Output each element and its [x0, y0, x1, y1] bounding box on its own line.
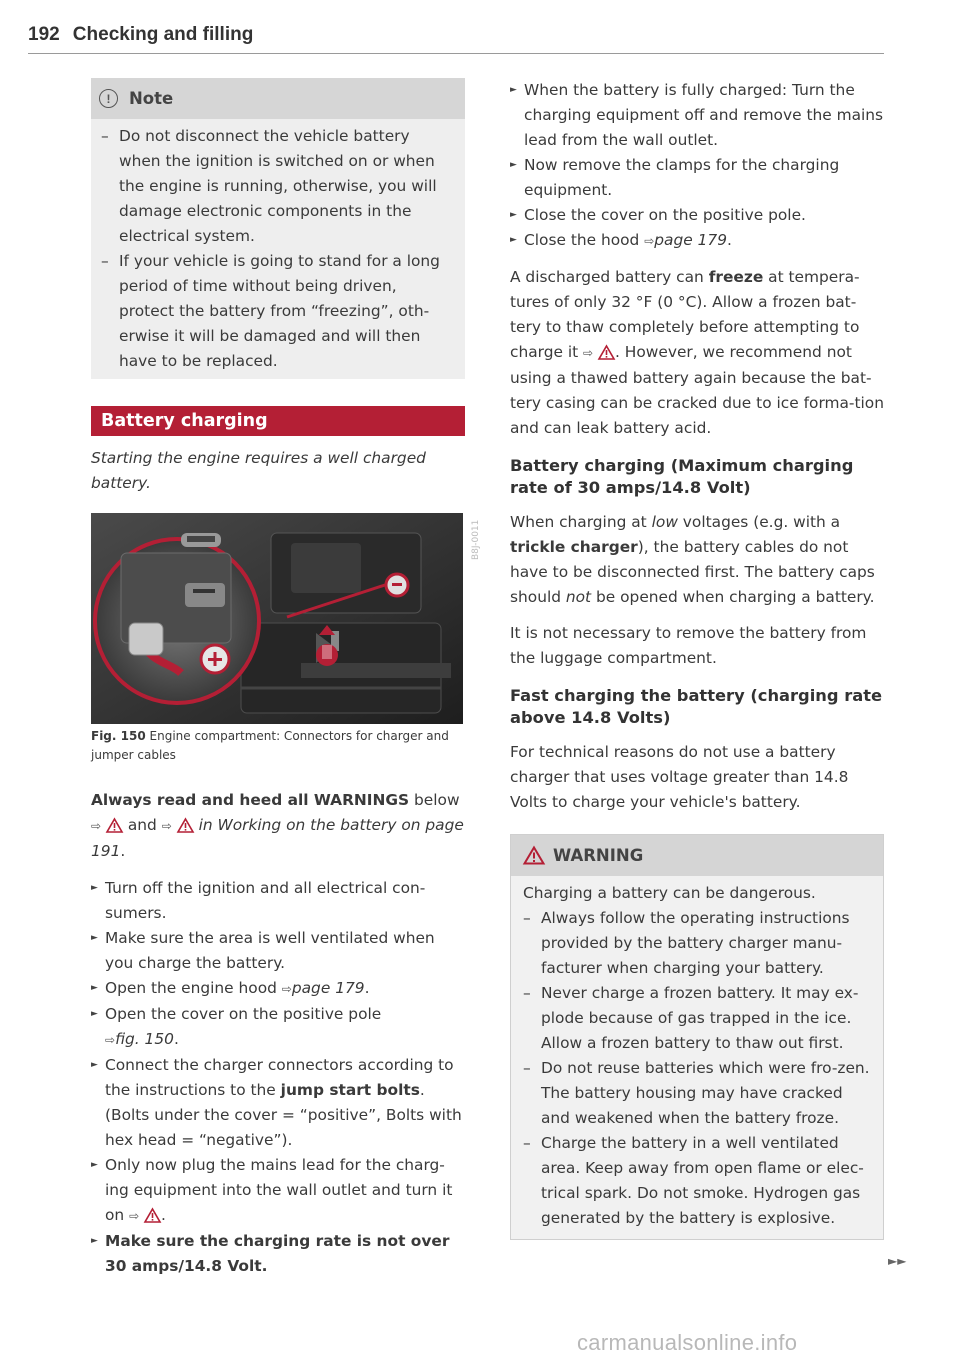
step-text: Close the hood — [524, 231, 645, 249]
reference-arrow-icon: ⇨ — [644, 234, 655, 248]
step-text: Only now plug the mains lead for the charg-ing equipment into the wall outlet and turn it on — [105, 1156, 453, 1224]
step-tail: . — [173, 1030, 179, 1048]
step-item — [91, 1053, 465, 1153]
step-text: Connect the charger connectors according to the instructions to the — [105, 1056, 454, 1099]
fast-rate-heading: Fast charging the battery (charging rate above 14.8 Volts) — [510, 686, 883, 727]
step-tail: . — [161, 1206, 166, 1224]
max-rate-italic: not — [565, 588, 592, 606]
freeze-paragraph — [510, 265, 884, 441]
step-text: Turn off the ignition and all electrical con-sumers. — [105, 879, 426, 922]
warnings-ref-text: below — [409, 791, 460, 809]
max-rate-text: ), the battery cables do not have to be disconnected first. The battery caps should — [510, 538, 875, 606]
step-tail: . — [727, 231, 732, 249]
warnings-ref-tail: . — [120, 842, 126, 860]
freeze-bold: freeze — [708, 268, 764, 286]
figure-caption-text: Engine compartment: Connectors for charger and jumper cables — [91, 729, 449, 762]
warning-box — [510, 834, 884, 1240]
note-title: Note — [129, 89, 174, 108]
figure-caption — [91, 727, 465, 765]
page-header — [28, 24, 884, 54]
step-text-bold: Make sure the charging rate is not over 30 amps/14.8 Volt. — [105, 1232, 450, 1275]
warning-header — [511, 835, 883, 876]
reference-arrow-icon: ⇨ — [105, 1033, 116, 1047]
section-intro: Starting the engine requires a well charged battery. — [91, 449, 426, 492]
figure-reference-link[interactable]: fig. 150 — [115, 1030, 174, 1048]
warning-triangle-icon — [177, 818, 194, 833]
freeze-text: . However, we recommend not using a thawed battery again because the bat-tery casing can be cracked due to ice forma-tion and can leak battery acid. — [510, 343, 884, 437]
warnings-reference — [91, 788, 465, 864]
step-text: Open the engine hood — [105, 979, 282, 997]
warning-triangle-icon — [106, 818, 123, 833]
freeze-text: at tempera-tures of only 32 °F (0 °C). Allow a frozen bat-tery to thaw completely before attempting to charge it — [510, 268, 860, 361]
warning-intro: Charging a battery can be dangerous. — [523, 884, 816, 902]
warning-item: – Always follow the operating instructions provided by the battery charger manu-facturer when charging your battery. — [523, 906, 873, 981]
watermark: carmanualsonline.info — [577, 1330, 798, 1355]
figure-label: Fig. 150 — [91, 729, 146, 743]
warning-triangle-icon — [144, 1208, 161, 1223]
chapter-title: Checking and filling — [72, 24, 254, 45]
section-title-bar: Battery charging — [91, 406, 465, 436]
continue-arrow-icon: ►► — [888, 1254, 907, 1268]
engine-illustration — [91, 513, 481, 724]
max-rate-text: When charging at — [510, 513, 652, 531]
step-item — [91, 876, 465, 926]
step-item — [91, 926, 465, 976]
note-header — [91, 78, 465, 119]
warnings-ref-and: and — [122, 816, 162, 834]
step-text: Open the cover on the positive pole — [105, 1005, 382, 1023]
page-reference-link[interactable]: page 179 — [291, 979, 365, 997]
note-item: – If your vehicle is going to stand for a long period of time without being driven, protect the battery from “freezing”, oth-erwise it will be damaged and will then have to be replaced. — [101, 249, 453, 374]
right-column — [510, 78, 884, 1240]
step-tail: . (Bolts under the cover = “positive”, Bolts with hex head = “negative”). — [105, 1081, 462, 1149]
warning-title: WARNING — [553, 846, 644, 865]
step-text: Now remove the clamps for the charging equipment. — [524, 156, 840, 199]
warning-item: – Charge the battery in a well ventilated area. Keep away from open flame or elec-trical spark. Do not smoke. Hydrogen gas generated by the battery is explosive. — [523, 1131, 873, 1231]
step-tail: . — [364, 979, 370, 997]
freeze-text: A discharged battery can — [510, 268, 709, 286]
step-text: Close the cover on the positive pole. — [524, 206, 806, 224]
step-item — [91, 976, 465, 1002]
warning-item: – Do not reuse batteries which were fro-zen. The battery housing may have cracked and weakened when the battery froze. — [523, 1056, 873, 1131]
note-body — [91, 119, 465, 379]
steps-left-list — [91, 876, 465, 1279]
reference-arrow-icon: ⇨ — [91, 819, 102, 833]
figure-code: B8J-0011 — [471, 519, 481, 560]
note-box — [91, 78, 465, 379]
reference-arrow-icon: ⇨ — [129, 1209, 140, 1223]
step-item — [510, 203, 884, 228]
warning-body — [511, 876, 883, 1239]
step-item — [510, 153, 884, 203]
max-rate-bold: trickle charger — [510, 538, 638, 556]
max-rate-heading: Battery charging (Maximum charging rate of 30 amps/14.8 Volt) — [510, 456, 854, 497]
warnings-ref-bold: Always read and heed all WARNINGS — [91, 791, 410, 809]
page-reference-link[interactable]: page 179 — [654, 231, 727, 249]
warnings-ref-link[interactable]: in Working on the battery on page 191 — [91, 816, 464, 860]
reference-arrow-icon: ⇨ — [161, 819, 172, 833]
max-rate-paragraph — [510, 510, 884, 610]
warning-triangle-icon — [598, 345, 615, 360]
max-rate-text: be opened when charging a battery. — [591, 588, 875, 606]
note-item: – Do not disconnect the vehicle battery when the ignition is switched on or when the engine is running, otherwise, you will damage electronic components in the electrical system. — [101, 124, 453, 249]
reference-arrow-icon: ⇨ — [583, 346, 594, 360]
max-rate-text: voltages (e.g. with a — [677, 513, 841, 531]
max-rate-paragraph-2: It is not necessary to remove the battery from the luggage compartment. — [510, 624, 867, 667]
max-rate-italic: low — [651, 513, 678, 531]
step-item — [91, 1153, 465, 1229]
step-item — [91, 1002, 465, 1053]
warning-item: – Never charge a frozen battery. It may ex-plode because of gas trapped in the ice. Allow a frozen battery to thaw out first. — [523, 981, 873, 1056]
info-circle-icon: ! — [99, 89, 118, 108]
fast-rate-paragraph: For technical reasons do not use a battery charger that uses voltage greater than 14.8 Volts to charge your vehicle's battery. — [510, 743, 849, 811]
engine-compartment-figure — [91, 513, 481, 724]
step-item — [510, 78, 884, 153]
steps-right-list — [510, 78, 884, 254]
page-number: 192 — [28, 24, 60, 45]
reference-arrow-icon: ⇨ — [281, 982, 292, 996]
step-item — [91, 1229, 465, 1279]
step-item — [510, 228, 884, 254]
step-text: Make sure the area is well ventilated when you charge the battery. — [105, 929, 435, 972]
left-column — [91, 78, 481, 1279]
step-bold: jump start bolts — [280, 1081, 420, 1099]
warning-triangle-icon — [523, 846, 545, 865]
step-text: When the battery is fully charged: Turn the charging equipment off and remove the mains lead from the wall outlet. — [524, 81, 884, 149]
